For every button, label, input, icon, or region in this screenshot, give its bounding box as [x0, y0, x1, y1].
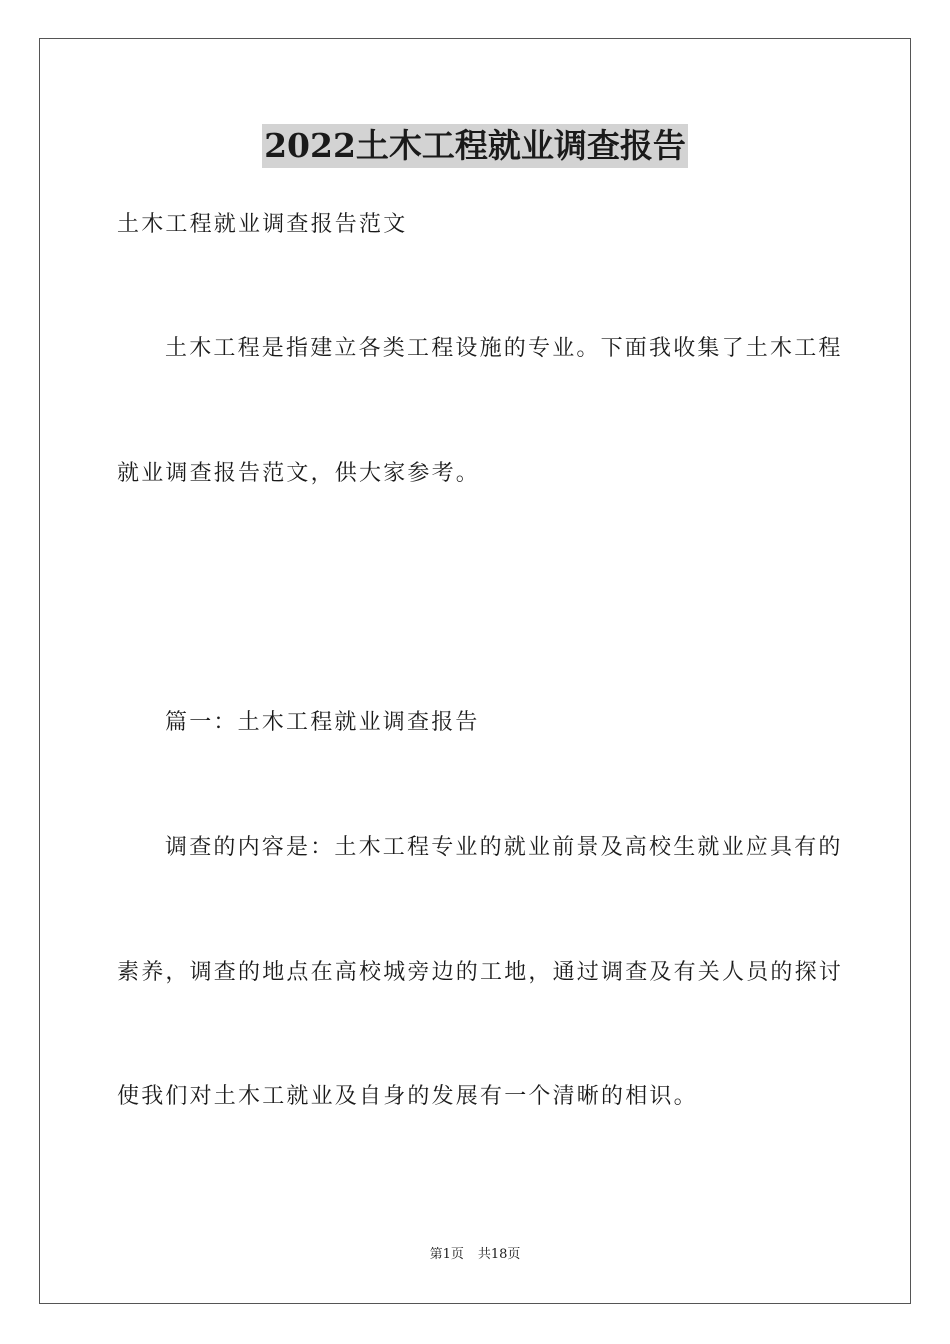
page-total: 共18页 — [477, 1247, 521, 1262]
document-title: 2022土木工程就业调查报告 — [262, 124, 688, 168]
paragraph-line: 使我们对土木工就业及自身的发展有一个清晰的相识。 — [117, 1084, 698, 1109]
page-footer — [0, 1245, 950, 1265]
paragraph-line: 素养，调查的地点在高校城旁边的工地，通过调查及有关人员的探讨 — [117, 960, 844, 985]
subtitle-line: 土木工程就业调查报告范文 — [117, 212, 408, 237]
section-heading: 篇一：土木工程就业调查报告 — [165, 710, 480, 735]
paragraph-line: 调查的内容是：土木工程专业的就业前景及高校生就业应具有的 — [165, 835, 843, 860]
paragraph-line: 就业调查报告范文，供大家参考。 — [117, 461, 481, 486]
page-number: 第1页 — [429, 1247, 464, 1262]
title-container — [0, 124, 950, 168]
paragraph-line: 土木工程是指建立各类工程设施的专业。下面我收集了土木工程 — [165, 336, 843, 361]
